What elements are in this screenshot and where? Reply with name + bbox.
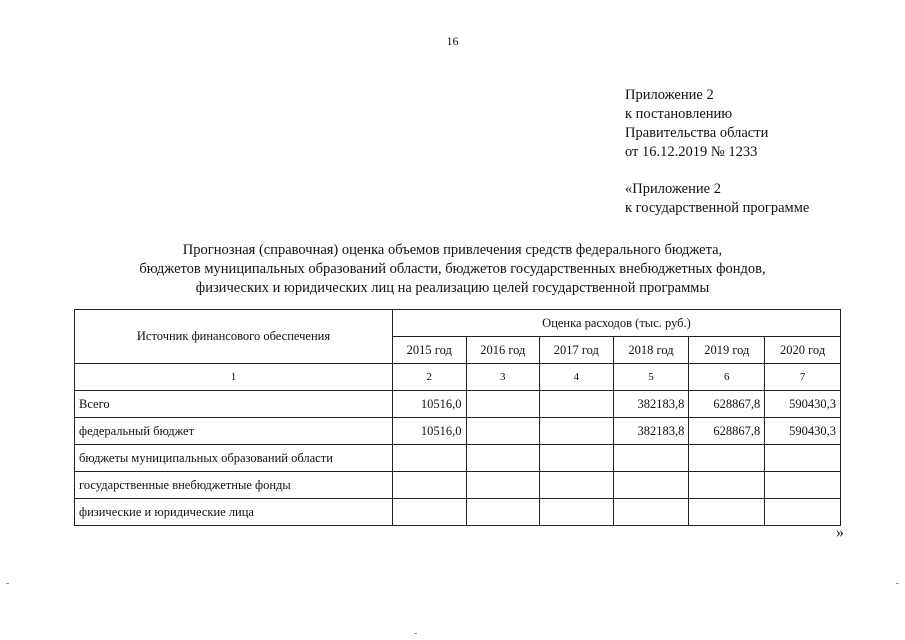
title-line: физических и юридических лиц на реализацию целей государственной программы bbox=[195, 280, 710, 296]
value-cell bbox=[689, 445, 765, 472]
value-cell bbox=[393, 472, 467, 499]
value-cell: 10516,0 bbox=[393, 391, 467, 418]
row-label: государственные внебюджетные фонды bbox=[75, 472, 393, 499]
year-cell: 2015 год bbox=[393, 337, 467, 364]
column-number-row bbox=[75, 364, 841, 391]
title-line: Прогнозная (справочная) оценка объемов привлечения средств федерального бюджета, bbox=[182, 242, 723, 258]
table-row bbox=[75, 499, 841, 526]
value-cell bbox=[613, 445, 689, 472]
value-cell: 590430,3 bbox=[765, 418, 841, 445]
column-number: 4 bbox=[540, 364, 614, 391]
table-row bbox=[75, 445, 841, 472]
row-label: федеральный бюджет bbox=[75, 418, 393, 445]
page-number: 16 bbox=[446, 34, 459, 48]
appendix-line: Правительства области bbox=[625, 125, 769, 141]
value-cell bbox=[540, 391, 614, 418]
scan-artifact bbox=[414, 633, 417, 634]
appendix-line: «Приложение 2 bbox=[625, 181, 721, 197]
value-cell bbox=[466, 445, 540, 472]
year-cell: 2018 год bbox=[613, 337, 689, 364]
column-number: 3 bbox=[466, 364, 540, 391]
document-title bbox=[0, 241, 905, 298]
value-cell bbox=[689, 472, 765, 499]
financing-table bbox=[74, 309, 841, 526]
year-cell: 2019 год bbox=[689, 337, 765, 364]
appendix-line: от 16.12.2019 № 1233 bbox=[625, 144, 758, 160]
value-cell bbox=[765, 472, 841, 499]
value-cell bbox=[765, 445, 841, 472]
value-cell bbox=[613, 499, 689, 526]
column-number: 1 bbox=[75, 364, 393, 391]
value-cell: 628867,8 bbox=[689, 391, 765, 418]
estimate-header: Оценка расходов (тыс. руб.) bbox=[393, 310, 841, 337]
year-cell: 2016 год bbox=[466, 337, 540, 364]
value-cell bbox=[393, 499, 467, 526]
scan-artifact bbox=[6, 583, 9, 584]
table-row bbox=[75, 472, 841, 499]
value-cell: 590430,3 bbox=[765, 391, 841, 418]
value-cell bbox=[466, 391, 540, 418]
row-label: физические и юридические лица bbox=[75, 499, 393, 526]
value-cell bbox=[540, 499, 614, 526]
value-cell bbox=[540, 445, 614, 472]
value-cell: 628867,8 bbox=[689, 418, 765, 445]
value-cell bbox=[466, 472, 540, 499]
value-cell bbox=[765, 499, 841, 526]
appendix-line: Приложение 2 bbox=[625, 87, 714, 103]
value-cell bbox=[540, 472, 614, 499]
row-label: Всего bbox=[75, 391, 393, 418]
value-cell: 382183,8 bbox=[613, 418, 689, 445]
appendix-line: к государственной программе bbox=[625, 200, 810, 216]
table-header-row bbox=[75, 310, 841, 337]
year-cell: 2017 год bbox=[540, 337, 614, 364]
closing-quote: » bbox=[836, 524, 844, 541]
column-number: 5 bbox=[613, 364, 689, 391]
column-number: 7 bbox=[765, 364, 841, 391]
value-cell: 10516,0 bbox=[393, 418, 467, 445]
value-cell bbox=[613, 472, 689, 499]
table-row bbox=[75, 418, 841, 445]
appendix-line: к постановлению bbox=[625, 106, 733, 122]
title-line: бюджетов муниципальных образований области, бюджетов государственных внебюджетных фондов, bbox=[139, 261, 766, 277]
source-header: Источник финансового обеспечения bbox=[75, 310, 393, 364]
value-cell bbox=[540, 418, 614, 445]
row-label: бюджеты муниципальных образований области bbox=[75, 445, 393, 472]
column-number: 6 bbox=[689, 364, 765, 391]
value-cell bbox=[466, 499, 540, 526]
year-cell: 2020 год bbox=[765, 337, 841, 364]
value-cell bbox=[689, 499, 765, 526]
table-row bbox=[75, 391, 841, 418]
value-cell bbox=[466, 418, 540, 445]
scan-artifact bbox=[896, 583, 899, 584]
appendix-block bbox=[625, 86, 809, 218]
value-cell: 382183,8 bbox=[613, 391, 689, 418]
column-number: 2 bbox=[393, 364, 467, 391]
value-cell bbox=[393, 445, 467, 472]
